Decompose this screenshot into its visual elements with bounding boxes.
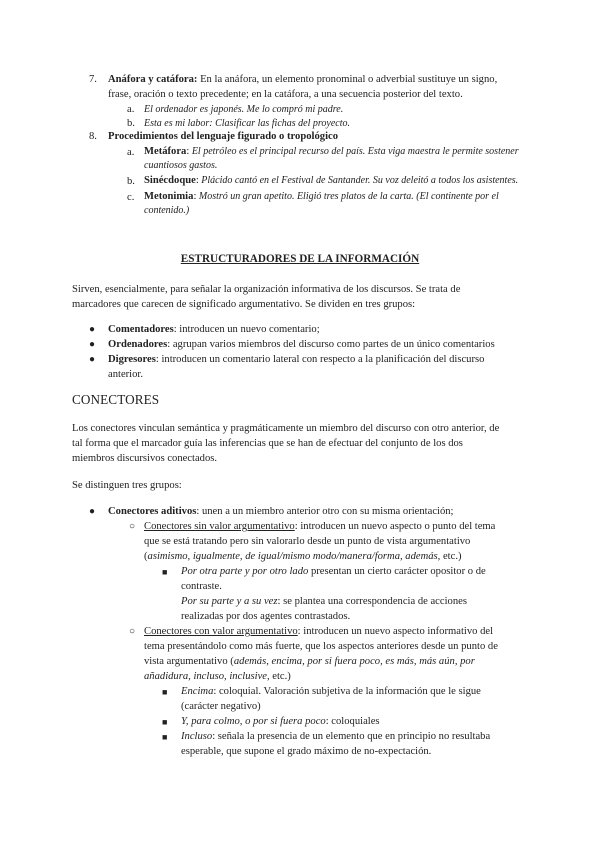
paragraph: miembros discursivos conectados. bbox=[72, 453, 218, 464]
sub-item-con-valor: Conectores con valor argumentativo: introducen un nuevo aspecto informativo del bbox=[144, 626, 494, 637]
bullet-marker: ● bbox=[89, 324, 96, 335]
sub-sub-continuation: (carácter negativo) bbox=[181, 701, 261, 712]
paragraph: marcadores que carecen de significado argumentativo. Se dividen en tres grupos: bbox=[72, 299, 416, 310]
list-item-ordenadores: Ordenadores: agrupan varios miembros del discurso como partes de un único comentarios bbox=[108, 339, 495, 350]
circle-marker: ○ bbox=[129, 521, 136, 532]
sub-item-sinecdoque: Sinécdoque: Plácido cantó en el Festival de Santander. Su voz deleitó a todos los asistentes. bbox=[144, 175, 519, 186]
square-marker: ■ bbox=[162, 687, 168, 697]
sub-marker: c. bbox=[127, 192, 135, 203]
list-item-aditivos: Conectores aditivos: unen a un miembro anterior otro con su misma orientación; bbox=[108, 506, 454, 517]
sub-item-metafora: Metáfora: El petróleo es el principal recurso del país. Esta viga maestra le permite sostener bbox=[144, 146, 519, 157]
paragraph: Se distinguen tres grupos: bbox=[72, 480, 182, 491]
sub-sub-item-encima: Encima: coloquial. Valoración subjetiva de la información que le sigue bbox=[181, 686, 481, 697]
example-continuation: cuantiosos gastos. bbox=[144, 160, 218, 171]
sub-marker: b. bbox=[127, 118, 135, 129]
sub-item-continuation: que se está tratando pero sin valorarlo desde un punto de vista argumentativo bbox=[144, 536, 471, 547]
square-marker: ■ bbox=[162, 717, 168, 727]
paragraph: Sirven, esencialmente, para señalar la organización informativa de los discursos. Se trata de bbox=[72, 284, 461, 295]
sub-item-sin-valor: Conectores sin valor argumentativo: introducen un nuevo aspecto o punto del tema bbox=[144, 521, 496, 532]
square-marker: ■ bbox=[162, 732, 168, 742]
list-number: 7. bbox=[89, 74, 97, 85]
sub-marker: a. bbox=[127, 147, 135, 158]
sub-item-continuation: añadidura, incluso, inclusive, etc.) bbox=[144, 671, 291, 682]
sub-sub-item-para-colmo: Y, para colmo, o por si fuera poco: coloquiales bbox=[181, 716, 380, 727]
list-item-digresores: Digresores: introducen un comentario lateral con respecto a la planificación del discurso bbox=[108, 354, 485, 365]
square-marker: ■ bbox=[162, 567, 168, 577]
sub-sub-continuation: esperable, que supone el grado máximo de no-expectación. bbox=[181, 746, 432, 757]
example-continuation: contenido.) bbox=[144, 205, 190, 216]
section-title-estructuradores: ESTRUCTURADORES DE LA INFORMACIÓN bbox=[180, 253, 420, 265]
section-title-conectores: CONECTORES bbox=[72, 392, 160, 407]
example-text: Esta es mi labor: Clasificar las fichas del proyecto. bbox=[144, 118, 351, 129]
sub-item-continuation: vista argumentativo (además, encima, por si fuera poco, es más, más aún, por bbox=[144, 656, 475, 667]
paragraph: Los conectores vinculan semántica y pragmáticamente un miembro del discurso con otro anterior, de bbox=[72, 423, 500, 434]
list-item-comentadores: Comentadores: introducen un nuevo comentario; bbox=[108, 324, 320, 335]
sub-sub-continuation: contraste. bbox=[181, 581, 222, 592]
list-item-procedimientos: Procedimientos del lenguaje figurado o tropológico bbox=[108, 131, 339, 142]
circle-marker: ○ bbox=[129, 626, 136, 637]
sub-sub-item-incluso: Incluso: señala la presencia de un elemento que en principio no resultaba bbox=[181, 731, 491, 742]
list-item-anafora: Anáfora y catáfora: En la anáfora, un elemento pronominal o adverbial sustituye un signo, bbox=[108, 74, 498, 85]
term-anafora: Anáfora y catáfora: bbox=[108, 74, 198, 85]
sub-marker: b. bbox=[127, 176, 135, 187]
sub-marker: a. bbox=[127, 104, 135, 115]
list-item-continuation: anterior. bbox=[108, 369, 144, 380]
list-item-continuation: frase, oración o texto precedente; en la catáfora, a una secuencia posterior del texto. bbox=[108, 89, 463, 100]
sub-sub-item: Por otra parte y por otro lado presentan un cierto carácter opositor o de bbox=[181, 566, 486, 577]
bullet-marker: ● bbox=[89, 354, 96, 365]
sub-item-metonimia: Metonimia: Mostró un gran apetito. Eligió tres platos de la carta. (El continente por el bbox=[144, 191, 499, 202]
bullet-marker: ● bbox=[89, 506, 96, 517]
example-text: El ordenador es japonés. Me lo compró mi padre. bbox=[144, 104, 344, 115]
list-number: 8. bbox=[89, 131, 97, 142]
sub-item-continuation: tema presentándolo como más fuerte, que los aspectos anteriores desde un punto de bbox=[144, 641, 498, 652]
sub-sub-continuation: realizadas por dos agentes contrastados. bbox=[181, 611, 351, 622]
sub-sub-item: Por su parte y a su vez: se plantea una correspondencia de acciones bbox=[181, 596, 467, 607]
sub-item-continuation: (asimismo, igualmente, de igual/mismo modo/manera/forma, además, etc.) bbox=[144, 551, 462, 562]
bullet-marker: ● bbox=[89, 339, 96, 350]
paragraph: tal forma que el marcador guía las inferencias que se han de efectuar del conjunto de los dos bbox=[72, 438, 463, 449]
